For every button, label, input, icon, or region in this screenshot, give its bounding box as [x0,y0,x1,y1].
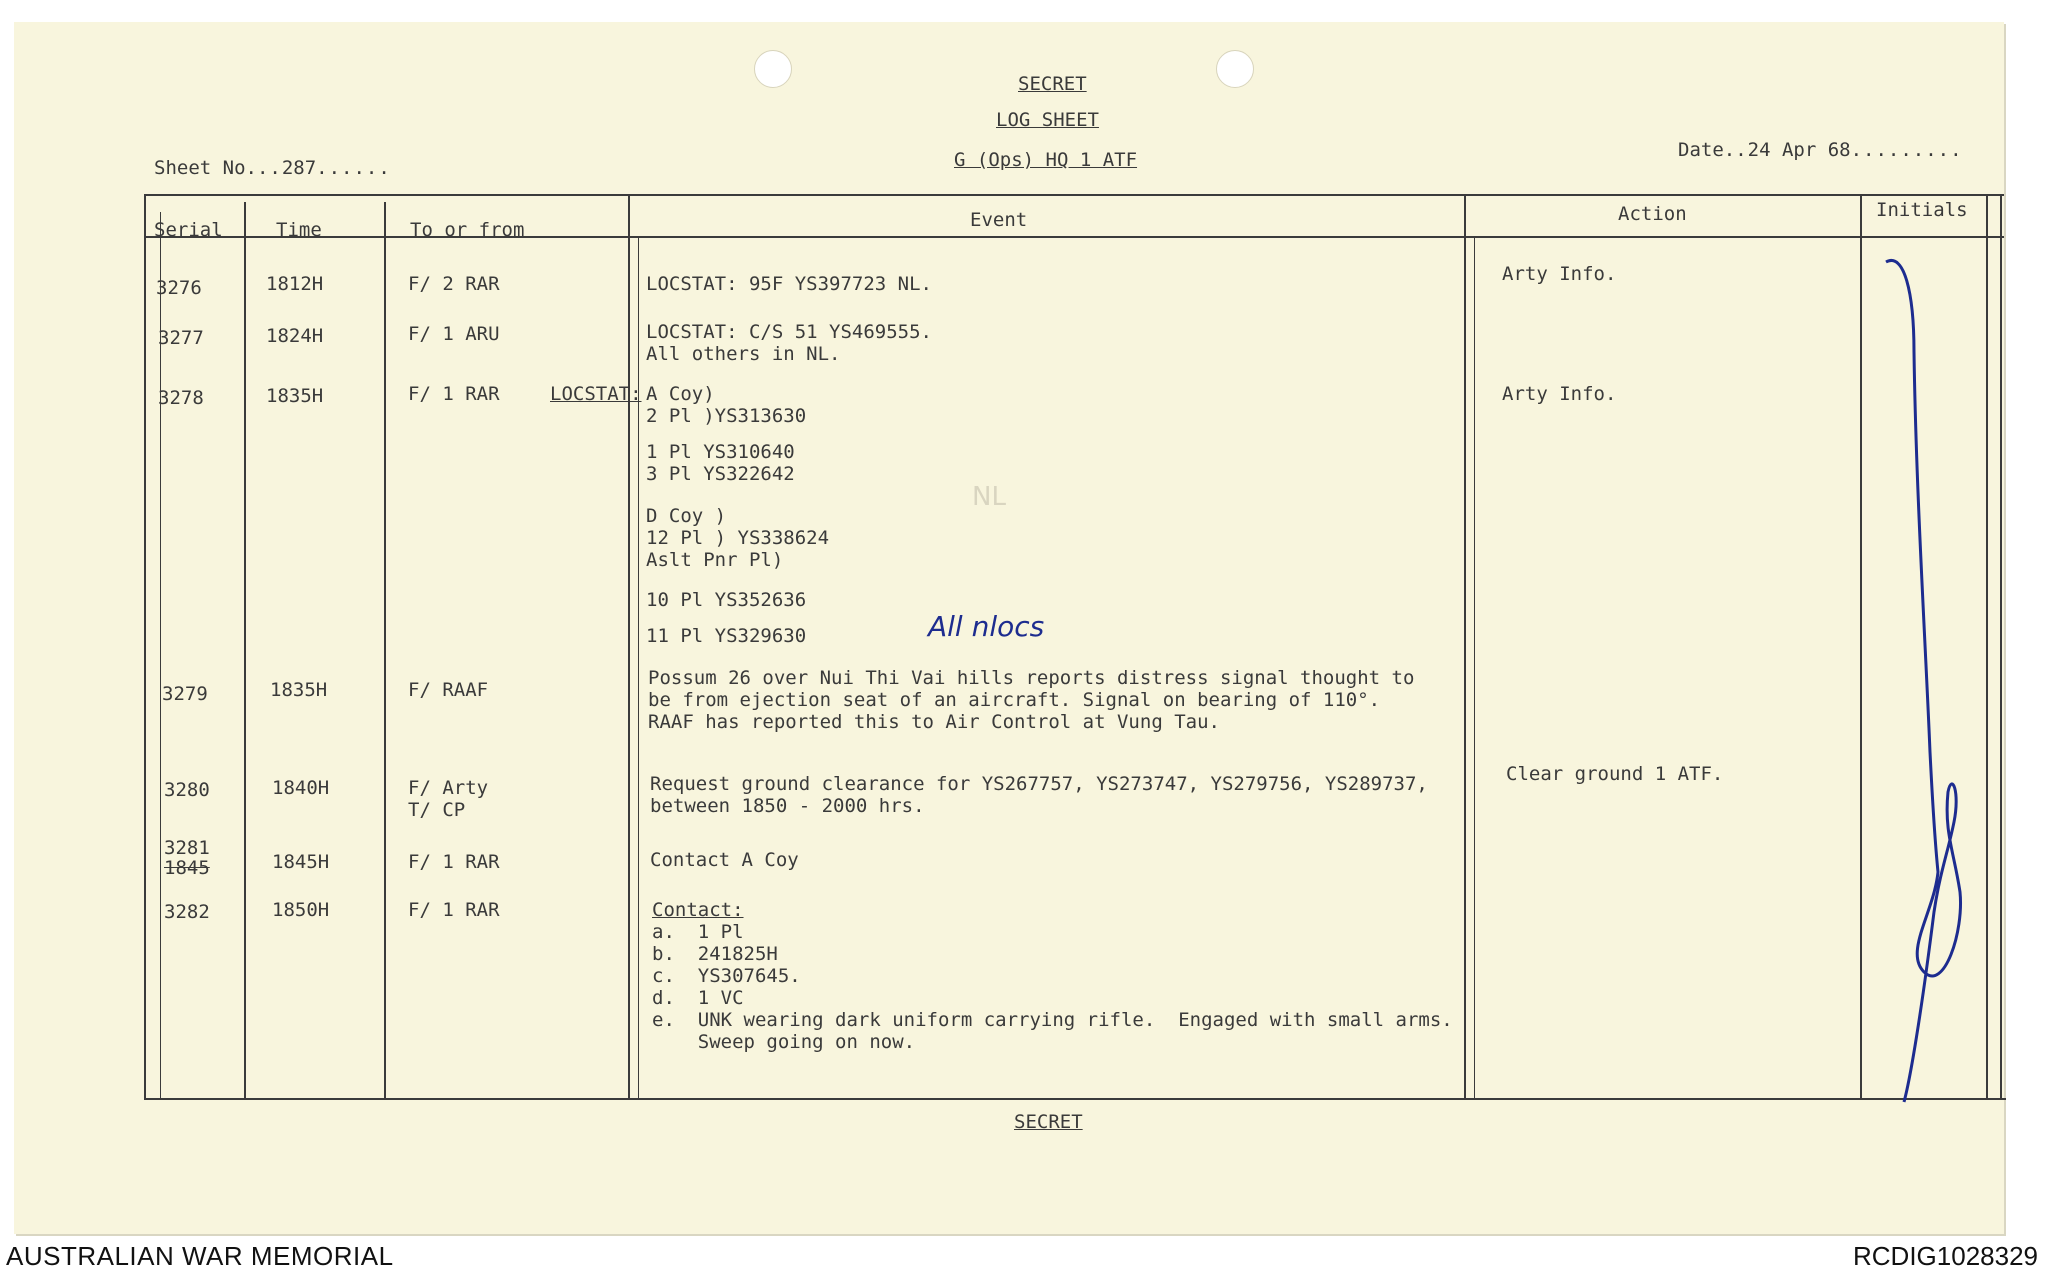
from-cell: F/ 1 ARU [408,323,500,345]
event-line: Possum 26 over Nui Thi Vai hills reports distress signal thought to [648,667,1415,689]
column-header-event: Event [970,209,1028,231]
archive-credit: AUSTRALIAN WAR MEMORIAL [6,1241,394,1271]
action-cell: Arty Info. [1502,383,1617,405]
serial-cell: 3277 [158,327,204,349]
time-cell: 1812H [266,273,324,295]
event-line: 3 Pl YS322642 [646,463,795,485]
event-line: Contact A Coy [650,849,799,871]
event-line: A Coy) [646,383,715,405]
log-sheet-paper [14,22,2004,1234]
event-line: e. UNK wearing dark uniform carrying rifle. Engaged with small arms. [652,1009,1453,1031]
column-header-to-or-from: To or from [410,219,525,241]
event-line: Contact: [652,899,744,921]
time-cell: 1845H [272,851,330,873]
column-header-action: Action [1618,203,1687,225]
time-cell: 1835H [270,679,328,701]
from-cell: F/ 1 RAR [408,383,500,405]
punch-hole [1216,50,1254,88]
date-value: 24 Apr 68 [1747,139,1851,161]
time-cell: 1835H [266,385,324,407]
serial-cell: 3282 [164,901,210,923]
event-line: 11 Pl YS329630 [646,625,807,647]
punch-hole [754,50,792,88]
from-cell: F/ 1 RAR [408,899,500,921]
event-line: 1 Pl YS310640 [646,441,795,463]
event-line: a. 1 Pl [652,921,744,943]
archive-footer [0,1236,2048,1272]
handwritten-note: All nlocs [928,610,1045,643]
archive-reference: RCDIG1028329 [1853,1241,2038,1271]
from-cell: F/ RAAF [408,679,489,701]
sheet-no-value: 287 [281,157,317,179]
serial-cell: 3279 [162,683,208,705]
from-cell: F/ 2 RAR [408,273,500,295]
event-line: Sweep going on now. [652,1031,916,1053]
event-line: All others in NL. [646,343,841,365]
time-cell: 1850H [272,899,330,921]
log-sheet-title: LOG SHEET [996,109,1099,131]
initials-signature-mark [1864,232,1984,1112]
date-label: Date. [1678,139,1736,161]
to-cell: T/ CP [408,799,466,821]
action-cell: Clear ground 1 ATF. [1506,763,1724,785]
classification-bottom: SECRET [1014,1111,1083,1133]
event-line: c. YS307645. [652,965,801,987]
event-line: b. 241825H [652,943,778,965]
sheet-label: Sheet No. [154,157,257,179]
serial-cell: 3276 [156,277,202,299]
column-header-time: Time [276,219,322,241]
event-line: RAAF has reported this to Air Control at Vung Tau. [648,711,1220,733]
column-header-serial: Serial [154,219,223,241]
event-line: be from ejection seat of an aircraft. Signal on bearing of 110°. [648,689,1381,711]
from-cell: F/ Arty [408,777,489,799]
unit-heading: G (Ops) HQ 1 ATF [954,149,1138,171]
classification-top: SECRET [1018,73,1087,95]
action-cell: Arty Info. [1502,263,1617,285]
serial-cell: 3278 [158,387,204,409]
event-line: 10 Pl YS352636 [646,589,807,611]
event-line: D Coy ) [646,505,727,527]
sheet-number: Sheet No...287...... [154,157,391,179]
event-line: LOCSTAT: 95F YS397723 NL. [646,273,932,295]
sheet-date: Date..24 Apr 68......... [1678,139,1963,161]
event-line: between 1850 - 2000 hrs. [650,795,925,817]
event-line: LOCSTAT: C/S 51 YS469555. [646,321,932,343]
serial-cell: 3280 [164,779,210,801]
event-line: Request ground clearance for YS267757, YS273747, YS279756, YS289737, [650,773,1428,795]
event-line: d. 1 VC [652,987,744,1009]
locstat-prefix: LOCSTAT: [550,383,642,405]
event-line: 12 Pl ) YS338624 [646,527,830,549]
time-cell: 1824H [266,325,324,347]
time-cell: 1840H [272,777,330,799]
pencil-note: NL [972,482,1006,512]
event-line: Aslt Pnr Pl) [646,549,784,571]
event-line: 2 Pl )YS313630 [646,405,807,427]
column-header-initials: Initials [1876,199,1968,221]
struck-serial: 1845 [164,857,210,879]
from-cell: F/ 1 RAR [408,851,500,873]
serial-cell: 3281 [164,837,210,859]
